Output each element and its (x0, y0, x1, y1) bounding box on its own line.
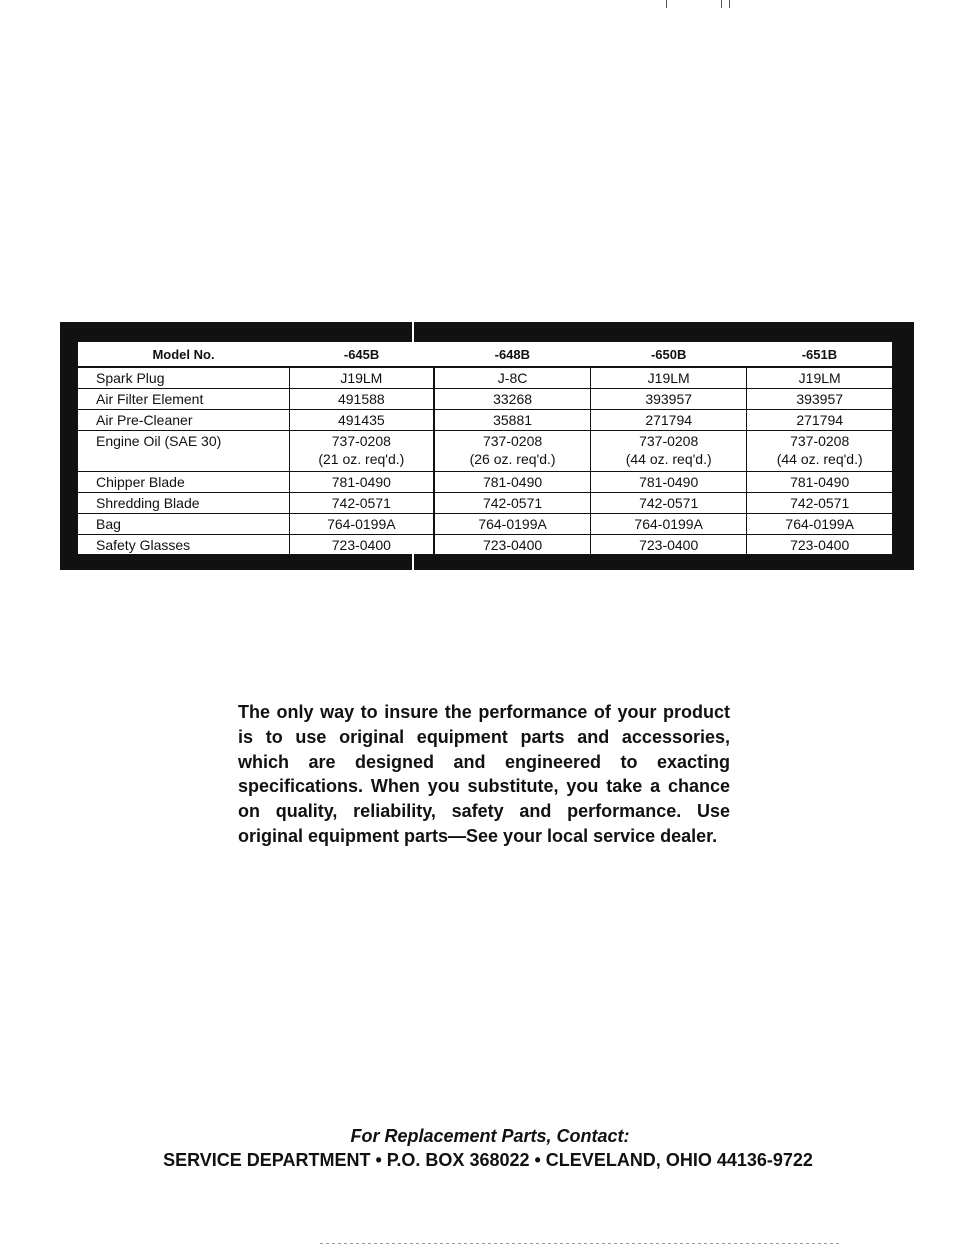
part-number-cell (289, 431, 434, 472)
part-name-cell: Bag (78, 514, 289, 535)
scan-mark (721, 0, 722, 8)
part-number-cell (591, 389, 747, 410)
part-number-cell (434, 535, 590, 556)
table-row (78, 514, 892, 535)
part-number: 764-0199A (327, 516, 396, 532)
part-number: J-8C (497, 370, 528, 386)
header-model-no: Model No. (78, 342, 289, 367)
part-number-cell (747, 367, 892, 389)
part-number-cell (591, 514, 747, 535)
part-number: 35881 (493, 412, 533, 428)
part-note: (21 oz. req'd.) (318, 451, 405, 467)
part-name-cell: Chipper Blade (78, 472, 289, 493)
part-number-cell (289, 410, 434, 431)
part-number: 491588 (337, 391, 385, 407)
part-number-cell (747, 389, 892, 410)
part-name-cell: Engine Oil (SAE 30) (78, 431, 289, 472)
table-row (78, 535, 892, 556)
part-number-cell (591, 410, 747, 431)
part-number: 764-0199A (785, 516, 854, 532)
part-number: 737-0208 (639, 433, 699, 449)
part-number-cell (434, 472, 590, 493)
part-number: J19LM (798, 370, 841, 386)
scan-bottom-line (320, 1243, 840, 1244)
part-number-cell (591, 472, 747, 493)
part-number-cell (289, 493, 434, 514)
part-number-cell (747, 431, 892, 472)
part-number-cell (434, 389, 590, 410)
header-648b: -648B (434, 342, 590, 367)
part-number: J19LM (340, 370, 383, 386)
parts-table (78, 342, 892, 555)
header-650b: -650B (591, 342, 747, 367)
part-number-cell (434, 514, 590, 535)
part-number: 737-0208 (331, 433, 391, 449)
part-number-cell (747, 410, 892, 431)
part-number: 723-0400 (331, 537, 391, 553)
contact-title: For Replacement Parts, Contact: (350, 1126, 630, 1146)
parts-table-container (78, 342, 892, 554)
part-number-cell (747, 493, 892, 514)
table-row (78, 389, 892, 410)
scan-mark (666, 0, 667, 8)
part-number: 781-0490 (482, 474, 543, 490)
part-number-cell (747, 514, 892, 535)
part-number: 33268 (493, 391, 533, 407)
part-number-cell (434, 367, 590, 389)
part-number-cell (747, 472, 892, 493)
part-name-cell: Safety Glasses (96, 537, 191, 553)
part-number: J19LM (647, 370, 690, 386)
header-651b: -651B (747, 342, 892, 367)
part-number-cell (591, 431, 747, 472)
part-note: (44 oz. req'd.) (776, 451, 863, 467)
part-number-cell (289, 472, 434, 493)
part-number: 393957 (645, 391, 693, 407)
part-name-cell: Shredding Blade (78, 493, 289, 514)
table-row (78, 493, 892, 514)
part-number: 723-0400 (482, 537, 543, 553)
parts-table-body (78, 367, 892, 555)
part-name-cell: Air Filter Element (78, 389, 289, 410)
part-number-cell (747, 535, 892, 556)
part-number: 764-0199A (478, 516, 547, 532)
part-number-cell (289, 389, 434, 410)
table-row (78, 431, 892, 472)
header-645b: -645B (289, 342, 434, 367)
part-number: 781-0490 (639, 474, 699, 490)
part-number-cell (591, 367, 747, 389)
part-number: 742-0571 (790, 495, 850, 511)
contact-address: SERVICE DEPARTMENT • P.O. BOX 368022 • CLEVELAND, OHIO 44136-9722 (163, 1150, 813, 1170)
table-row (78, 472, 892, 493)
part-number-cell (289, 535, 434, 556)
part-number: 723-0400 (790, 537, 850, 553)
part-number-cell (289, 367, 434, 389)
part-number: 742-0571 (331, 495, 391, 511)
part-number: 271794 (796, 412, 844, 428)
table-row (78, 367, 892, 389)
part-name-cell: Spark Plug (78, 367, 289, 389)
part-number: 491435 (337, 412, 385, 428)
part-number-cell (434, 431, 590, 472)
part-number-cell (591, 493, 747, 514)
part-number: 393957 (796, 391, 844, 407)
part-number-cell (434, 493, 590, 514)
table-header-row (78, 342, 892, 367)
part-number: 742-0571 (482, 495, 543, 511)
part-number-cell (434, 410, 590, 431)
part-number: 271794 (645, 412, 693, 428)
scan-mark (729, 0, 730, 8)
part-number: 723-0400 (639, 537, 699, 553)
parts-table-frame (60, 322, 914, 570)
part-number: 737-0208 (482, 433, 543, 449)
part-note: (44 oz. req'd.) (625, 451, 712, 467)
part-number: 742-0571 (639, 495, 699, 511)
part-number-cell (591, 535, 747, 556)
part-note: (26 oz. req'd.) (469, 451, 556, 467)
table-row (78, 410, 892, 431)
part-number: 781-0490 (790, 474, 850, 490)
part-name-cell: Air Pre-Cleaner (78, 410, 289, 431)
part-number-cell (289, 514, 434, 535)
original-parts-message: The only way to insure the performance of your product is to use original equipment parts and accessories, which are designed and engineered to exacting specifications. When you substitute, you take a chance on quality, reliability, safety and performance. Use original equipment parts—See your local service dealer. (238, 702, 730, 846)
part-number: 737-0208 (790, 433, 850, 449)
part-number: 764-0199A (634, 516, 703, 532)
part-number: 781-0490 (331, 474, 391, 490)
